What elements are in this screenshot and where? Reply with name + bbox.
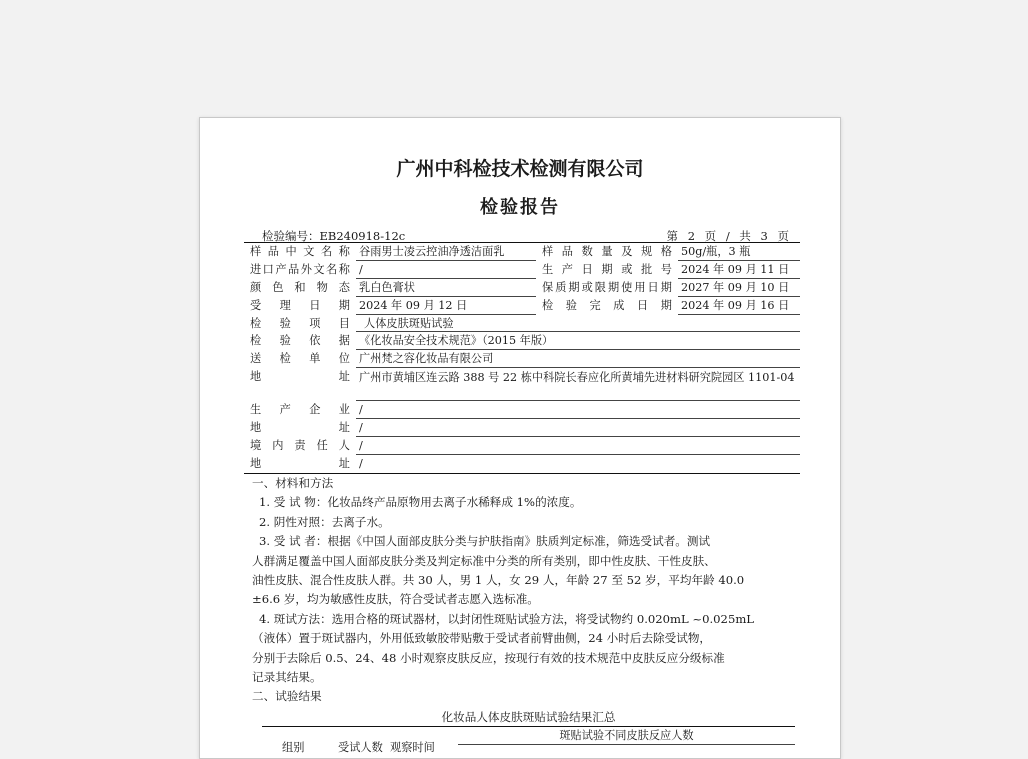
label-char: 址 (338, 370, 350, 384)
label-char: 生 (542, 262, 554, 276)
label-char: 样 (250, 245, 262, 258)
paragraph-line: 1. 受 试 物：化妆品终产品原物用去离子水稀释成 1%的浓度。 (259, 495, 582, 510)
paragraph-line: （液体）置于斑试器内，外用低致敏胶带贴敷于受试者前臂曲侧，24 小时后去除受试物， (252, 631, 712, 646)
label-char: 责 (294, 439, 306, 453)
info-row (244, 455, 800, 473)
label-char: 地 (250, 370, 262, 384)
responsible-address: / (359, 456, 363, 470)
label-char: 生 (250, 403, 262, 417)
report-title: 检验报告 (480, 197, 560, 218)
field-label (244, 261, 356, 277)
completed-date: 2024 年 09 月 16 日 (678, 297, 800, 315)
label-char: 品 (288, 262, 300, 276)
manufacturer: / (356, 401, 800, 419)
field-label (244, 455, 356, 471)
label-char: 进 (250, 262, 262, 276)
label-char: 地 (250, 421, 262, 435)
field-label (536, 279, 678, 295)
info-row (244, 279, 800, 297)
report-page (199, 117, 841, 759)
sample-quantity: 50g/瓶，3 瓶 (678, 243, 800, 261)
label-char: 限 (594, 280, 606, 294)
test-item: 人体皮肤斑贴试验 (356, 315, 800, 333)
section-heading: 二、试验结果 (252, 689, 322, 704)
label-char: 规 (640, 245, 653, 258)
info-row (244, 368, 800, 401)
label-char: 位 (338, 352, 350, 366)
methods-section (252, 474, 772, 707)
label-char: 目 (338, 316, 350, 330)
label-char: 口 (262, 262, 274, 276)
label-char: 名 (321, 245, 333, 258)
label-char: 期 (660, 280, 672, 294)
label-char: 品 (561, 245, 573, 258)
label-char: 日 (581, 262, 593, 276)
paragraph-line: 油性皮肤、混合性皮肤人群。共 30 人，男 1 人，女 29 人，年龄 27 至 52 岁，平均年龄 40.0 (252, 573, 745, 588)
label-char: 产 (561, 262, 573, 276)
field-label (536, 261, 678, 277)
field-label (244, 401, 356, 417)
label-char: 日 (637, 298, 649, 312)
label-char: 产 (275, 262, 287, 276)
label-char: 质 (555, 280, 567, 294)
summary-table-title: 化妆品人体皮肤斑贴试验结果汇总 (262, 709, 795, 727)
label-char: 成 (613, 298, 625, 312)
label-char: 物 (316, 280, 328, 294)
paragraph-line: 记录其结果。 (252, 670, 322, 685)
sender-address: 广州市黄埔区连云路 388 号 22 栋中科院长春应化所黄埔先进材料研究院园区 1101-04 (356, 368, 800, 401)
label-char: 色 (272, 280, 284, 294)
label-char: 或 (581, 280, 593, 294)
label-char: 批 (640, 262, 653, 276)
label-char: 用 (634, 280, 646, 294)
label-char: 人 (338, 439, 350, 453)
received-date: 2024 年 09 月 12 日 (356, 297, 536, 315)
paragraph-line: 分别于去除后 0.5、24、48 小时观察皮肤反应，按现行有效的技术规范中皮肤反应分级标准 (252, 650, 725, 665)
label-char: 期 (568, 280, 580, 294)
label-char: 产 (279, 403, 291, 417)
label-char: 文 (313, 262, 325, 276)
col-group: 组别 (282, 741, 305, 754)
label-char: 保 (542, 280, 554, 294)
label-char: 文 (303, 245, 315, 258)
label-char: 址 (338, 421, 350, 435)
label-char: 送 (250, 352, 262, 366)
label-char: 受 (250, 298, 262, 312)
label-char: 量 (601, 245, 613, 258)
label-char: 地 (250, 456, 262, 470)
label-char: 业 (338, 403, 350, 417)
label-char: 检 (250, 316, 262, 330)
label-char: 日 (647, 280, 659, 294)
label-char: 号 (660, 262, 672, 276)
label-char: 和 (294, 280, 306, 294)
label-char: 使 (621, 280, 633, 294)
info-row (244, 315, 800, 333)
label-char: 及 (621, 245, 633, 258)
label-char: 称 (338, 245, 350, 258)
label-char: 外 (300, 262, 312, 276)
label-char: 项 (309, 316, 321, 330)
field-label (244, 437, 356, 453)
label-char: 完 (589, 298, 601, 312)
label-char: 期 (601, 262, 613, 276)
info-row (244, 350, 800, 368)
foreign-name: / (356, 261, 536, 279)
field-label (244, 297, 356, 313)
sample-cn-name: 谷雨男士凌云控油净透洁面乳 (356, 243, 536, 261)
test-basis: 《化妆品安全技术规范》（2015 年版） (356, 332, 800, 350)
label-char: 或 (621, 262, 633, 276)
col-time: 观察时间 (390, 741, 435, 754)
paragraph-line: 3. 受 试 者：根据《中国人面部皮肤分类与护肤指南》肤质判定标准，筛选受试者。测试 (259, 534, 711, 549)
label-char: 验 (565, 298, 577, 312)
label-char: 态 (338, 280, 350, 294)
company-name: 广州中科检技术检测有限公司 (396, 158, 644, 180)
label-char: 检 (250, 334, 262, 348)
label-char: 期 (338, 298, 350, 312)
label-char: 理 (279, 298, 291, 312)
label-char: 内 (272, 439, 284, 453)
paragraph-line: 人群满足覆盖中国人面部皮肤分类及判定标准中分类的所有类别，即中性皮肤、干性皮肤、 (252, 553, 716, 568)
col-subjects: 受试人数 (338, 741, 383, 754)
label-char: 检 (279, 352, 291, 366)
label-char: 依 (309, 334, 321, 348)
info-row (244, 332, 800, 350)
label-char: 称 (338, 262, 350, 276)
info-row (244, 419, 800, 437)
label-char: 单 (309, 352, 321, 366)
field-label (536, 297, 678, 313)
label-char: 样 (542, 245, 554, 258)
manufacturer-address: / (356, 419, 800, 437)
label-char: 日 (309, 298, 321, 312)
paragraph-line: 2. 阴性对照：去离子水。 (259, 514, 390, 529)
info-row (244, 401, 800, 419)
field-label (244, 243, 356, 259)
field-label (244, 368, 356, 384)
field-label (244, 350, 356, 366)
section-heading: 一、材料和方法 (252, 476, 334, 490)
paragraph-line: ±6.6 岁，均为敏感性皮肤，符合受试者志愿入选标准。 (252, 592, 539, 607)
label-char: 名 (326, 262, 338, 276)
field-label (244, 419, 356, 435)
production-date: 2024 年 09 月 11 日 (678, 261, 800, 279)
label-char: 中 (285, 245, 297, 258)
field-label (244, 279, 356, 295)
label-char: 验 (279, 316, 291, 330)
label-char: 境 (250, 439, 262, 453)
field-label (536, 243, 678, 259)
page-indicator: 第 2 页 / 共 3 页 (666, 229, 792, 243)
color-state: 乳白色膏状 (356, 279, 536, 297)
label-char: 检 (542, 298, 554, 312)
label-char: 品 (267, 245, 279, 258)
label-char: 据 (338, 334, 350, 348)
label-char: 期 (660, 298, 672, 312)
label-char: 颜 (250, 280, 262, 294)
sample-info-table (244, 242, 800, 474)
info-row (244, 297, 800, 315)
expiry-date: 2027 年 09 月 10 日 (678, 279, 800, 297)
responsible-person: / (356, 437, 800, 455)
label-char: 数 (581, 245, 593, 258)
label-char: 任 (316, 439, 328, 453)
label-char: 企 (309, 403, 321, 417)
label-char: 期 (607, 280, 620, 294)
info-row (244, 261, 800, 279)
col-reaction: 斑贴试验不同皮肤反应人数 (458, 727, 795, 745)
field-label (244, 315, 356, 331)
label-char: 验 (279, 334, 291, 348)
label-char: 址 (338, 456, 350, 470)
info-row (244, 243, 800, 261)
label-char: 格 (660, 245, 672, 258)
info-row (244, 437, 800, 455)
report-number: 检验编号：EB240918-12c (262, 229, 406, 243)
paragraph-line: 4. 斑试方法：选用合格的斑试器材，以封闭性斑贴试验方法，将受试物约 0.020mL ~0.025mL (259, 611, 755, 626)
sender-company: 广州梵之容化妆品有限公司 (356, 350, 800, 368)
field-label (244, 332, 356, 348)
